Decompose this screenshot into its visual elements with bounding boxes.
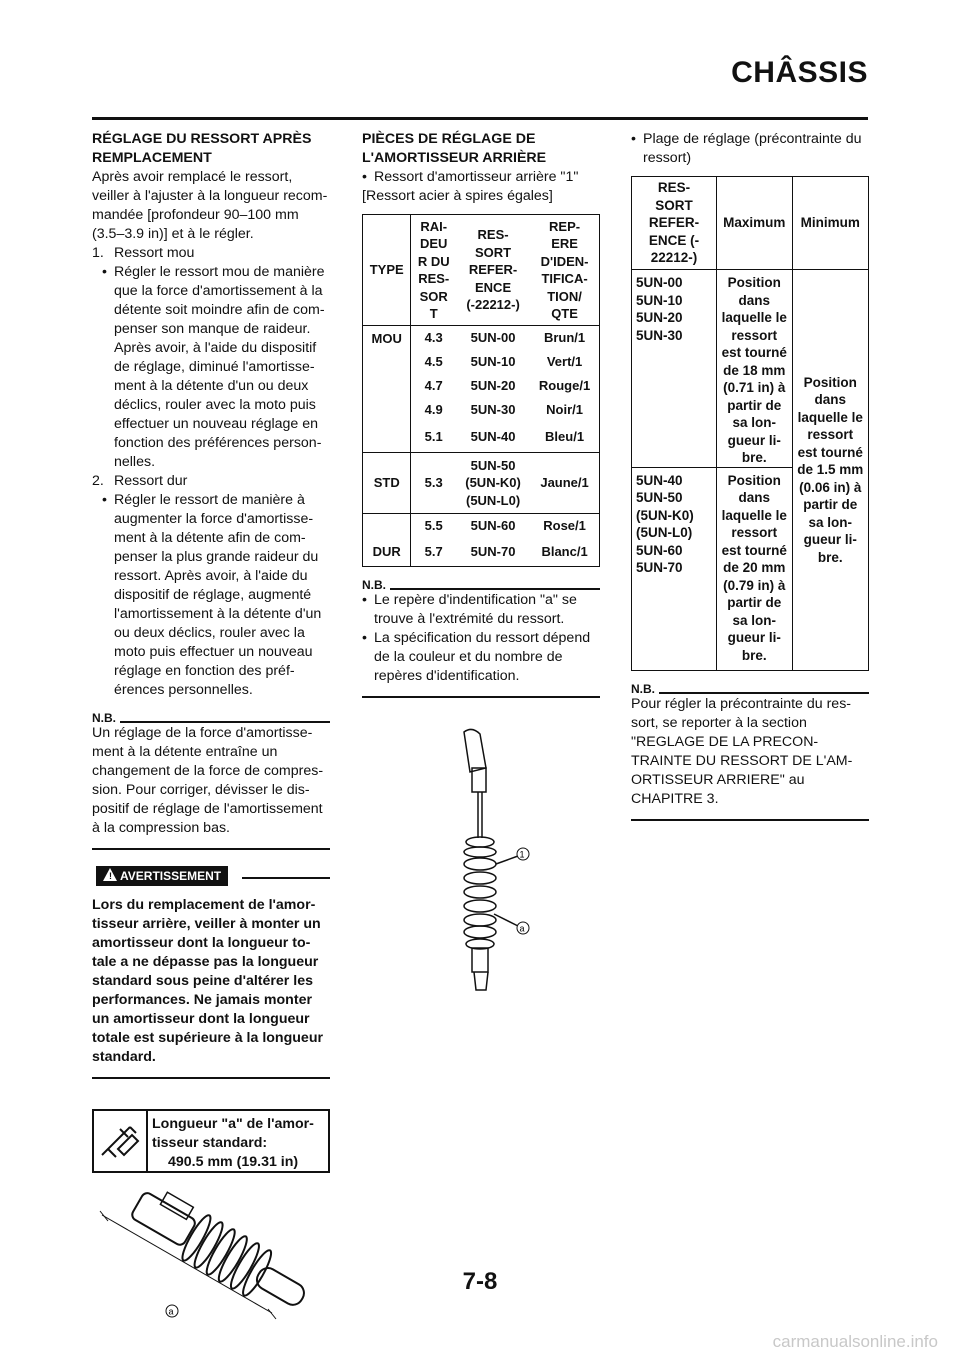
bullet-item: • Ressort d'amortisseur arrière "1" [362,168,600,187]
text-line: déclics, rouler avec la moto puis [114,397,316,413]
figure-label-1: 1 [519,849,525,860]
text-line: • Le repère d'indentification "a" se [374,592,577,608]
text-line: fonction des préférences person- [114,435,322,451]
intro-paragraph [92,168,330,244]
warning-label: AVERTISSEMENT [120,869,222,883]
text-line: • Régler le ressort de manière à [114,492,305,508]
table-row [363,453,600,514]
step-2 [92,472,330,491]
bullet-item [92,263,330,472]
spring-bullet [362,168,600,187]
note-body [631,695,869,809]
text-line: • Régler le ressort mou de manière [114,264,325,280]
text-line: penser son manque de raideur. [114,321,311,337]
text-line: un amortisseur dont la longueur [92,1011,310,1027]
table-cell: Position dans laquelle le ressort est tourné de 20 mm (0.79 in) à partir de sa lon- gueur li- bre. [717,467,793,671]
text-line: détente soit moindre afin de com- [114,302,325,318]
column-3 [631,130,869,821]
table-cell: STD [363,453,411,514]
bullet-item [92,491,330,700]
text-line: TRAINTE DU RESSORT DE L'AM- [631,753,853,769]
text-line: "REGLAGE DE LA PRECON- [631,734,819,750]
table-cell [363,350,411,374]
text-line: effectuer un nouveau réglage en [114,416,319,432]
table-row [363,374,600,398]
warning-header [92,866,330,888]
note-header [631,681,869,695]
text-line: • La spécification du ressort dépend [374,630,591,646]
range-bullet [631,130,869,168]
table-cell: Position dans laquelle le ressort est tourné de 1.5 mm (0.06 in) à partir de sa lon- gueur li- bre. [792,270,868,671]
note-body [92,724,330,838]
table-cell: 5UN-50 (5UN-K0) (5UN-L0) [456,453,530,514]
figure-label-a: a [519,923,525,934]
step-1 [92,244,330,263]
caliper-icon [94,1111,148,1171]
bullet-item [362,629,600,686]
spec-label: tisseur standard: [152,1135,268,1151]
note-label: N.B. [92,712,119,724]
text-line: que la force d'amortissement à la [114,283,323,299]
table-cell: Brun/1 [543,330,586,346]
table-cell: 5.7 [424,544,443,560]
watermark: carmanualsonline.info [772,1332,938,1351]
table-header-raideur: RAI- DEU R DU RES- SOR T [411,215,456,326]
text-line: augmenter la force d'amortisse- [114,511,314,527]
note-bullets [362,591,600,686]
step-number: 1. [92,245,104,261]
text-line: ressort) [643,150,692,166]
heading-line: PIÈCES DE RÉGLAGE DE [362,131,536,147]
warning-end-rule [92,1077,330,1079]
shock-absorber-illustration [92,1185,330,1335]
text-line: tale a ne dépasse pas la longueur [92,954,319,970]
column-2 [362,130,600,998]
text-line: CHAPITRE 3. [631,791,719,807]
table-cell: MOU [363,326,411,351]
table-cell: 4.3 [424,330,443,346]
table-cell [363,398,411,422]
text-line: amortisseur dont la longueur to- [92,935,311,951]
note-end-rule [631,819,869,821]
text-line: (3.5–3.9 in)] et à le régler. [92,226,254,242]
text-line: penser la plus grande raideur du [114,549,319,565]
column-1 [92,130,330,1335]
section-heading-ressort-remplacement [92,130,330,168]
spec-value: 490.5 mm (19.31 in) [168,1154,299,1170]
note-end-rule [92,848,330,850]
table-row [363,538,600,567]
table-cell: 5.3 [411,453,456,514]
table-header-minimum: Minimum [792,177,868,270]
heading-line: RÉGLAGE DU RESSORT APRÈS [92,131,312,147]
text-line: mandée [profondeur 90–100 mm [92,207,299,223]
table-cell: Bleu/1 [530,422,599,453]
step-title: Ressort dur [114,473,188,489]
table-row [632,270,869,468]
table-cell: 5UN-20 [470,378,516,394]
step-title: Ressort mou [114,245,195,261]
text-line: totale est supérieure à la longueur [92,1030,324,1046]
table-cell: 5UN-00 [470,330,516,346]
note-label: N.B. [362,579,389,591]
bullet-item [362,591,600,629]
spring-type: [Ressort acier à spires égales] [362,188,553,204]
text-line: tisseur arrière, veiller à monter un [92,916,321,932]
text-line: érences personnelles. [114,682,253,698]
text-line: ressort. Après avoir, à l'aide du [114,568,308,584]
text-line: nelles. [114,454,156,470]
table-cell: Rouge/1 [538,378,591,394]
text-line: à la compression bas. [92,820,231,836]
figure-label-a: a [168,1306,174,1317]
exclamation-icon: ! [109,871,112,881]
preload-table [631,176,869,671]
spring-figure [362,728,600,998]
text-line: Un réglage de la force d'amortisse- [92,725,313,741]
text-line: sion. Pour corriger, dévisser le dis- [92,782,310,798]
text-line: performances. Ne jamais monter [92,992,312,1008]
table-cell: 5UN-10 [470,354,516,370]
text-line: Après avoir, à l'aide du dispositif [114,340,317,356]
warning-body [92,896,330,1067]
spec-label: Longueur "a" de l'amor- [152,1116,314,1132]
spec-box [92,1109,330,1173]
table-cell: 5UN-40 [456,422,530,453]
text-line: Après avoir remplacé le ressort, [92,169,293,185]
table-cell: 5UN-40 5UN-50 (5UN-K0) (5UN-L0) 5UN-60 5UN-70 [632,467,717,671]
table-cell: 4.5 [424,354,443,370]
text-line: de réglage, diminué l'amortisse- [114,359,315,375]
note-label: N.B. [631,683,658,695]
text-line: changement de la force de compres- [92,763,324,779]
text-line: dispositif de réglage, augmenté [114,587,312,603]
page-title: CHÂSSIS [731,56,868,89]
text-line: Pour régler la précontrainte du res- [631,696,852,712]
text-line: ment à la détente d'un ou deux [114,378,309,394]
table-row [363,514,600,539]
table-cell: 5.1 [411,422,456,453]
table-cell: 5.5 [424,518,443,534]
step-1-bullets [92,263,330,472]
warning-rule [242,877,330,879]
text-line: ment à la détente entraîne un [92,744,278,760]
table-header-type: TYPE [363,215,411,326]
heading-line: L'AMORTISSEUR ARRIÈRE [362,150,547,166]
note-end-rule [362,696,600,698]
table-cell: Noir/1 [546,402,583,418]
table-cell: Position dans laquelle le ressort est tourné de 18 mm (0.71 in) à partir de sa lon- gueur li- bre. [717,270,793,468]
table-cell: Rose/1 [543,518,586,534]
text-line: réglage en fonction des préf- [114,663,295,679]
page-number: 7-8 [462,1268,498,1295]
spec-text [152,1115,324,1172]
table-header-identification: REP- ERE D'IDEN- TIFICA- TION/ QTE [530,215,599,326]
note-header [362,577,600,591]
text-line: positif de réglage de l'amortissement [92,801,323,817]
table-row [363,398,600,422]
text-line: moto puis effectuer un nouveau [114,644,313,660]
text-line: sort, se reporter à la section [631,715,807,731]
spring-table [362,214,600,567]
text-line: • Plage de réglage (précontrainte du [643,131,862,147]
table-cell: 5UN-60 [470,518,516,534]
table-cell: Vert/1 [546,354,583,370]
text-line: ment à la détente afin de com- [114,530,306,546]
rear-shock-spring-illustration [362,728,600,998]
table-row [363,422,600,453]
table-row [363,350,600,374]
step-2-bullets [92,491,330,700]
table-header-reference: RES- SORT REFER- ENCE (-22212-) [456,215,530,326]
table-cell: DUR [363,538,411,567]
table-cell: 5UN-70 [470,544,516,560]
table-cell [363,374,411,398]
table-cell: 4.9 [424,402,443,418]
text-line: ORTISSEUR ARRIERE" au [631,772,805,788]
text-line: Lors du remplacement de l'amor- [92,897,316,913]
text-line: l'amortissement à la détente d'un [114,606,322,622]
shock-length-figure [92,1185,330,1335]
warning-badge [96,866,228,886]
text-line: veiller à l'ajuster à la longueur recom- [92,188,328,204]
text-line: ou deux déclics, rouler avec la [114,625,305,641]
note-header [92,710,330,724]
step-number: 2. [92,473,104,489]
table-row [363,326,600,351]
heading-line: REMPLACEMENT [92,150,212,166]
bullet-item [631,130,869,168]
text-line: standard sous peine d'altérer les [92,973,313,989]
table-cell [363,514,411,539]
text-line: de la couleur et du nombre de [374,649,563,665]
header-rule [92,117,868,120]
table-header-reference: RES- SORT REFER- ENCE (- 22212-) [632,177,717,270]
table-cell: 5UN-30 [470,402,516,418]
text-line: trouve à l'extrémité du ressort. [374,611,565,627]
table-header-maximum: Maximum [717,177,793,270]
text-line: standard. [92,1049,156,1065]
table-cell [363,422,411,453]
table-cell: Jaune/1 [530,453,599,514]
table-cell: Blanc/1 [541,544,588,560]
table-cell: 5UN-00 5UN-10 5UN-20 5UN-30 [632,270,717,468]
table-cell: 4.7 [424,378,443,394]
section-heading-pieces-reglage [362,130,600,168]
text-line: repères d'identification. [374,668,520,684]
